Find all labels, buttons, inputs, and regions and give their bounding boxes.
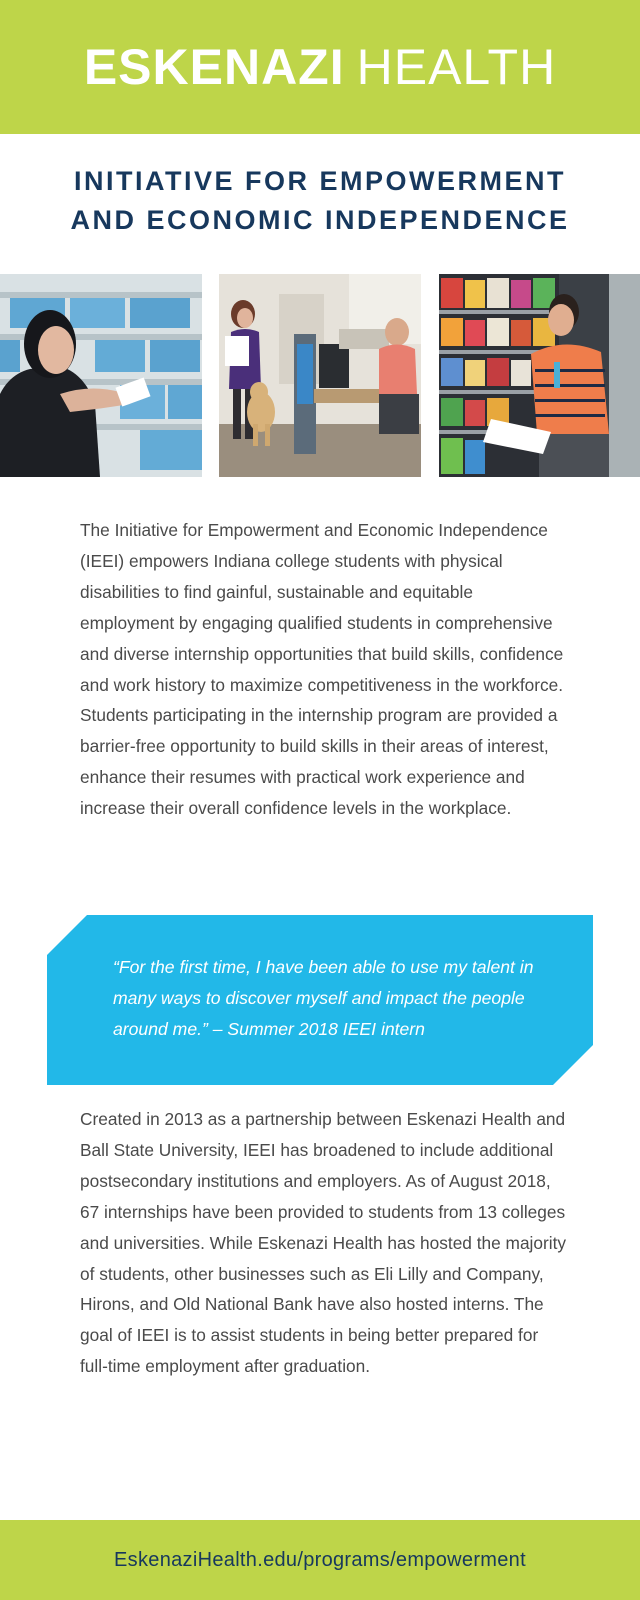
logo-light-text: HEALTH [356,39,557,95]
page-title [0,162,640,240]
intern-quote: “For the first time, I have been able to use my talent in many ways to discover myself and impact the people around me.” – Summer 2018 IEEI intern [113,957,534,1039]
history-paragraph: Created in 2013 as a partnership between Eskenazi Health and Ball State University, IEEI has broadened to include additional postsecondary institutions and employers. As of August 2018, 67 internships have been provided to students from 13 colleges and universities. While Eskenazi Health has hosted the majority of students, other businesses such as Eli Lilly and Company, Hirons, and Old National Bank have also hosted interns. The goal of IEEI is to assist students in being better prepared for full-time employment after graduation. [80,1109,567,1377]
photo-intern-with-guide-dog [219,274,421,477]
logo-bold-text: ESKENAZI [83,39,345,95]
eskenazi-health-logo[interactable] [83,39,557,95]
photo-intern-stocking-shelves [439,274,640,477]
title-line-1: INITIATIVE FOR EMPOWERMENT [74,166,566,196]
title-line-2: AND ECONOMIC INDEPENDENCE [70,205,570,235]
header-banner [0,0,640,134]
footer-banner [0,1520,640,1600]
program-url-link[interactable]: EskenaziHealth.edu/programs/empowerment [114,1548,526,1571]
quote-callout [47,915,593,1085]
intro-paragraph: The Initiative for Empowerment and Economic Independence (IEEI) empowers Indiana college students with physical disabilities to find gainful, sustainable and equitable employment by engaging qualified students in comprehensive and diverse internship opportunities that build skills, confidence and work history to maximize competitiveness in the workforce. Students participating in the internship program are provided a barrier-free opportunity to build skills in their areas of interest, enhance their resumes with practical work experience and increase their overall confidence levels in the workplace. [80,520,564,819]
photo-intern-supply-room [0,274,202,477]
